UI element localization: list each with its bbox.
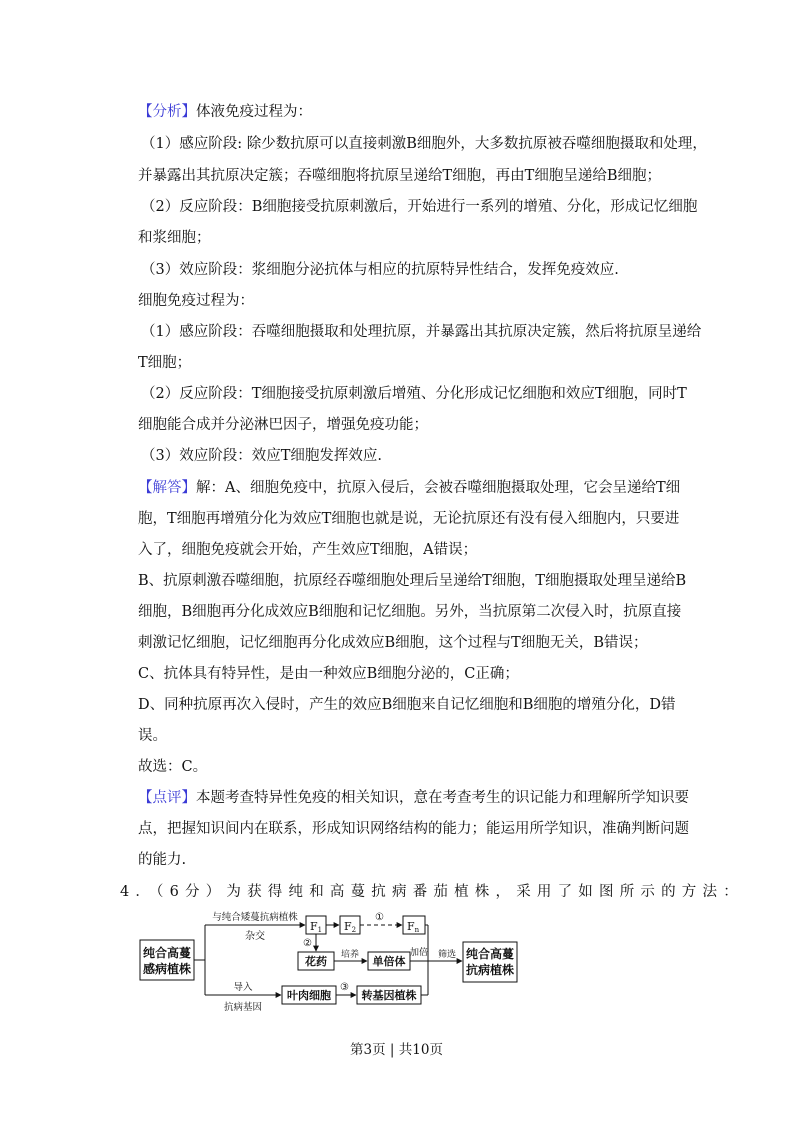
double-label: 加倍 — [409, 948, 429, 958]
haploid-box — [368, 952, 410, 970]
answer-line-1: 【解答】解：A、细胞免疫中，抗原入侵后，会被吞噬细胞摄取处理，它会呈递给T细 — [138, 480, 681, 496]
comment-line-1: 【点评】本题考查特异性免疫的相关知识，意在考查考生的识记能力和理解所学知识要 — [138, 790, 689, 806]
analysis-line-5: 和浆细胞； — [138, 230, 211, 246]
leaf-box — [282, 986, 336, 1004]
start-label-2: 感病植株 — [142, 962, 192, 976]
analysis-tag: 【分析】 — [138, 104, 196, 120]
f1-box — [306, 916, 326, 934]
end-box — [463, 942, 517, 982]
culture-label: 培养 — [340, 950, 360, 960]
cross-label: 与纯合矮蔓抗病植株 — [212, 912, 298, 923]
end-label-2: 抗病植株 — [465, 963, 515, 977]
analysis-line-7: 细胞免疫过程为： — [138, 293, 254, 309]
step-3-label: ③ — [340, 982, 349, 993]
import-label: 导入 — [233, 982, 253, 993]
comment-line-3: 的能力. — [138, 852, 187, 868]
analysis-line-3: 并暴露出其抗原决定簇；吞噬细胞将抗原呈递给T细胞，再由T细胞呈递给B细胞； — [138, 168, 661, 184]
answer-line-3: 入了，细胞免疫就会开始，产生效应T细胞，A错误； — [138, 542, 478, 558]
leaf-label: 叶肉细胞 — [287, 989, 331, 1002]
answer-line-10: 故选：C。 — [138, 759, 208, 775]
answer-line-2: 胞，T细胞再增殖分化为效应T细胞也就是说，无论抗原还有没有侵入细胞内，只要进 — [138, 511, 680, 527]
cross-label-2: 杂交 — [245, 931, 265, 942]
step-1-label: ① — [375, 912, 384, 923]
analysis-line-11: 细胞能合成并分泌淋巴因子，增强免疫功能； — [138, 417, 428, 433]
answer-line-8: D、同种抗原再次入侵时，产生的效应B细胞来自记忆细胞和B细胞的增殖分化，D错 — [138, 697, 676, 713]
haploid-label: 单倍体 — [372, 955, 406, 968]
page-footer: 第3页 | 共10页 — [350, 1042, 443, 1058]
analysis-line-2: （1）感应阶段: 除少数抗原可以直接刺激B细胞外，大多数抗原被吞噬细胞摄取和处理， — [141, 136, 707, 152]
pollen-box — [298, 952, 334, 970]
start-label-1: 纯合高蔓 — [142, 946, 192, 960]
analysis-line-12: （3）效应阶段：效应T细胞发挥效应. — [141, 448, 383, 464]
start-box — [140, 940, 194, 980]
analysis-line-9: T细胞； — [138, 355, 192, 371]
fn-box — [403, 916, 425, 934]
end-label-1: 纯合高蔓 — [465, 947, 515, 961]
select-label: 筛选 — [437, 950, 457, 960]
f2-box — [340, 916, 360, 934]
step-2-label: ② — [303, 938, 312, 949]
transgenic-box — [357, 986, 421, 1004]
answer-line-7: C、抗体具有特异性，是由一种效应B细胞分泌的，C正确； — [138, 666, 519, 682]
fn-label: Fn — [407, 920, 420, 934]
question-4-text: 4．（6分）为获得纯和高蔓抗病番茄植株，采用了如图所示的方法： — [120, 884, 744, 900]
f2-label: F2 — [344, 920, 357, 934]
analysis-line-10: （2）反应阶段：T细胞接受抗原刺激后增殖、分化形成记忆细胞和效应T细胞，同时T — [141, 386, 687, 402]
analysis-line-1: 【分析】体液免疫过程为： — [138, 104, 312, 120]
comment-tag: 【点评】 — [138, 790, 196, 806]
analysis-line-4: （2）反应阶段：B细胞接受抗原刺激后，开始进行一系列的增殖、分化，形成记忆细胞 — [141, 199, 698, 215]
comment-line-2: 点，把握知识间内在联系，形成知识网络结构的能力；能运用所学知识，准确判断问题 — [138, 821, 689, 837]
answer-line-5: 细胞，B细胞再分化成效应B细胞和记忆细胞。另外，当抗原第二次侵入时，抗原直接 — [138, 604, 682, 620]
answer-tag: 【解答】 — [138, 480, 196, 496]
gene-label: 抗病基因 — [223, 1002, 263, 1013]
pollen-label: 花药 — [305, 955, 327, 968]
transgenic-label: 转基因植株 — [361, 989, 417, 1002]
f1-label: F1 — [310, 920, 323, 934]
analysis-line-6: （3）效应阶段：浆细胞分泌抗体与相应的抗原特异性结合，发挥免疫效应. — [141, 262, 619, 278]
analysis-line-8: （1）感应阶段：吞噬细胞摄取和处理抗原，并暴露出其抗原决定簇，然后将抗原呈递给 — [141, 324, 702, 340]
answer-line-6: 刺激记忆细胞，记忆细胞再分化成效应B细胞，这个过程与T细胞无关，B错误； — [138, 635, 648, 651]
answer-line-9: 误。 — [138, 728, 167, 744]
answer-line-4: B、抗原刺激吞噬细胞，抗原经吞噬细胞处理后呈递给T细胞，T细胞摄取处理呈递给B — [138, 573, 687, 589]
